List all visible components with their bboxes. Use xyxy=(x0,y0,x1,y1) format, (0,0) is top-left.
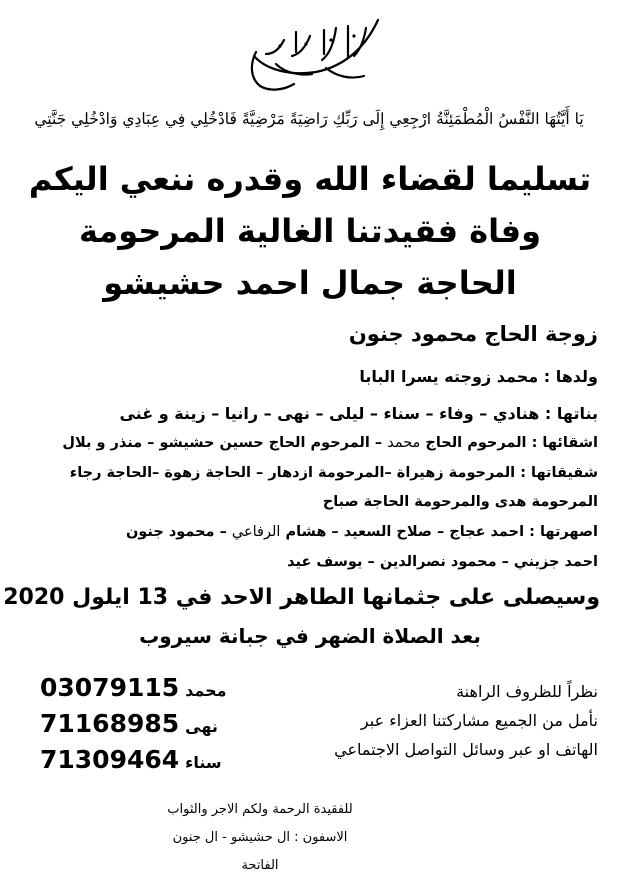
brothers-line xyxy=(12,435,598,451)
inlaw-name: الرفاعي xyxy=(231,524,281,540)
basmala-calligraphy-icon xyxy=(236,6,386,94)
footer-mourners: الاسفون : ال حشيشو - ال جنون xyxy=(172,830,348,845)
phone-number[interactable]: 71309464 xyxy=(40,745,180,774)
headline-line-1: تسليما لقضاء الله وقدره ننعي اليكم xyxy=(28,160,592,198)
quran-verse: يَا أَيَّتُهَا النَّفْسُ الْمُطْمَئِنَّةُ ارْجِعِي إِلَى رَبِّكِ رَاضِيَةً مَرْضِيَّةً فَادْخُلِي فِي عِبَادِي وَادْخُلِي جَنَّتِي xyxy=(34,110,584,128)
daughters-line: بناتها : هنادي – وفاء – سناء – ليلى – نهى – رانيا – زينة و غنى xyxy=(119,404,598,423)
deceased-name: الحاجة جمال احمد حشيشو xyxy=(103,264,517,302)
sisters-line: شقيقاتها : المرحومة زهيراة –المرحومة ازدهار – الحاجة زهوة –الحاجة رجاء xyxy=(69,465,598,481)
phone-contact-name: محمد xyxy=(185,681,227,700)
brothers-label: اشقائها : المرحوم الحاج xyxy=(425,435,598,451)
husband-line: زوجة الحاج محمود جنون xyxy=(348,322,598,346)
footer-fatiha: الفاتحة xyxy=(241,858,279,873)
condolence-notice xyxy=(268,677,598,764)
brothers-rest: – المرحوم الحاج حسين حشيشو – منذر و بلال xyxy=(62,435,383,451)
children-line: ولدها : محمد زوجته يسرا البابا xyxy=(359,367,598,386)
basmala-calligraphy-seal xyxy=(236,6,386,94)
notice-line-3: الهاتف او عبر وسائل التواصل الاجتماعي xyxy=(334,740,598,759)
phone-contact-name: سناء xyxy=(185,753,222,772)
sisters-line-2: المرحومة هدى والمرحومة الحاجة صباح xyxy=(322,494,598,510)
footer-blessing: للفقيدة الرحمة ولكم الاجر والثواب xyxy=(167,802,353,817)
inlaws-line-2: احمد جزيني – محمود نصرالدين – يوسف عيد xyxy=(287,554,598,570)
brother-name: محمد xyxy=(387,435,421,451)
footer xyxy=(100,796,420,880)
phone-row xyxy=(40,745,240,781)
phone-row xyxy=(40,709,240,745)
funeral-date-line: وسيصلى على جثمانها الطاهر الاحد في 13 ايلول 2020 xyxy=(3,585,600,610)
phone-contact-name: نهى xyxy=(185,717,218,736)
phone-list xyxy=(40,673,240,781)
phone-number[interactable]: 03079115 xyxy=(40,673,180,702)
inlaws-line xyxy=(12,524,598,540)
notice-line-2: نأمل من الجميع مشاركتنا العزاء عبر xyxy=(360,711,598,730)
headline-line-2: وفاة فقيدتنا الغالية المرحومة xyxy=(78,212,542,250)
funeral-place-line: بعد الصلاة الضهر في جبانة سيروب xyxy=(139,624,481,648)
inlaws-rest: – محمود جنون xyxy=(125,524,227,540)
phone-number[interactable]: 71168985 xyxy=(40,709,180,738)
notice-line-1: نظراً للظروف الراهنة xyxy=(456,682,598,701)
inlaws-label: اصهرتها : احمد عجاج – صلاح السعيد – هشام xyxy=(285,524,598,540)
phone-row xyxy=(40,673,240,709)
